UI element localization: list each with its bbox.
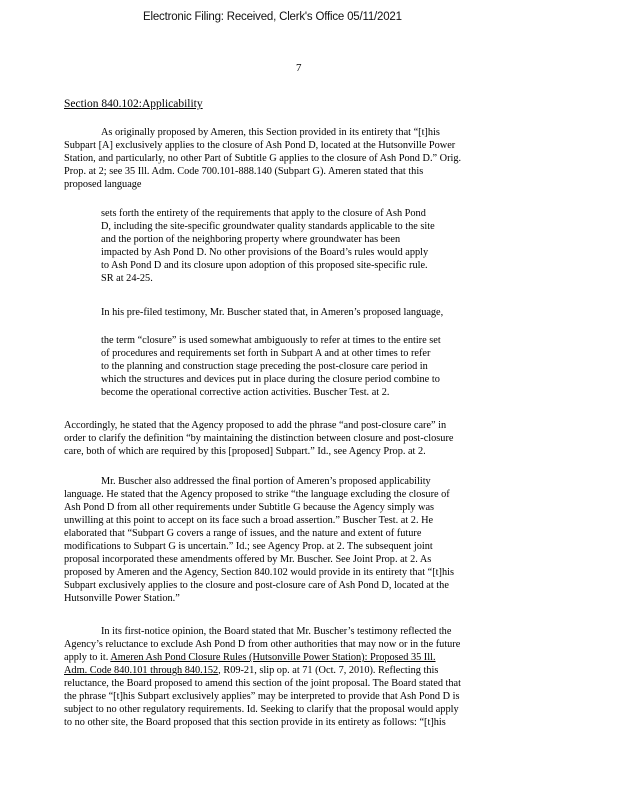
paragraph-line: Hutsonville Power Station.” <box>64 593 180 604</box>
block-quote-line: which the structures and devices put in place during the closure period combine to <box>101 374 440 385</box>
block-quote-line: SR at 24-25. <box>101 273 153 284</box>
paragraph-line: order to clarify the definition “by maintaining the distinction between closure and post-closure <box>64 433 454 444</box>
paragraph-line: Ash Pond D from all other requirements under Subtitle G because the Agency simply was <box>64 502 435 513</box>
paragraph-line: In its first-notice opinion, the Board stated that Mr. Buscher’s testimony reflected the <box>101 626 452 637</box>
paragraph-line: modifications to Subpart G is uncertain.” Id.; see Agency Prop. at 2. The subsequent joint <box>64 541 433 552</box>
case-citation: Ameren Ash Pond Closure Rules (Hutsonville Power Station): Proposed 35 Ill. <box>110 652 436 663</box>
block-quote-line: sets forth the entirety of the requirements that apply to the closure of Ash Pond <box>101 208 426 219</box>
paragraph-line: proposed by Ameren and the Agency, Section 840.102 would provide in its entirety that “[t]his <box>64 567 454 578</box>
paragraph-text: , R09-21, slip op. at 71 (Oct. 7, 2010). Reflecting this <box>218 665 439 676</box>
paragraph-line: As originally proposed by Ameren, this Section provided in its entirety that “[t]his <box>101 127 440 138</box>
paragraph-line: Mr. Buscher also addressed the final portion of Ameren’s proposed applicability <box>101 476 431 487</box>
paragraph-line: proposed language <box>64 179 142 190</box>
paragraph-line: the phrase “[t]his Subpart exclusively applies” may be interpreted to provide that Ash Pond D is <box>64 691 460 702</box>
paragraph-line <box>64 651 436 664</box>
paragraph-line: Prop. at 2; see 35 Ill. Adm. Code 700.101-888.140 (Subpart G). Ameren stated that this <box>64 166 424 177</box>
block-quote-line: D, including the site-specific groundwater quality standards applicable to the site <box>101 221 435 232</box>
paragraph-line: In his pre-filed testimony, Mr. Buscher stated that, in Ameren’s proposed language, <box>101 307 444 318</box>
paragraph-line: reluctance, the Board proposed to amend this section of the joint proposal. The Board stated that <box>64 678 461 689</box>
block-quote-line: and the portion of the neighboring property where groundwater has been <box>101 234 401 245</box>
paragraph-line: Accordingly, he stated that the Agency proposed to add the phrase “and post-closure care” in <box>64 420 447 431</box>
section-heading: Section 840.102:Applicability <box>64 98 203 110</box>
paragraph-text: apply to it. <box>64 652 111 663</box>
paragraph-line: language. He stated that the Agency proposed to strike “the language excluding the closure of <box>64 489 450 500</box>
paragraph-line: care, both of which are required by this [proposed] Subpart.” Id., see Agency Prop. at 2. <box>64 446 426 457</box>
paragraph-line: Subpart exclusively applies to the closure and post-closure care of Ash Pond D, located at the <box>64 580 449 591</box>
block-quote-line: of procedures and requirements set forth in Subpart A and at other times to refer <box>101 348 431 359</box>
block-quote-line: the term “closure” is used somewhat ambiguously to refer at times to the entire set <box>101 335 441 346</box>
block-quote-line: to Ash Pond D and its closure upon adoption of this proposed site-specific rule. <box>101 260 428 271</box>
paragraph-line: elaborated that “Subpart G covers a range of issues, and the nature and extent of future <box>64 528 422 539</box>
paragraph-line: proposal incorporated these amendments offered by Mr. Buscher. See Joint Prop. at 2. As <box>64 554 432 565</box>
paragraph-line: to no other site, the Board proposed that this section provide in its entirety as follows: “[t]his <box>64 717 446 728</box>
paragraph-line: Agency’s reluctance to exclude Ash Pond D from other authorities that may now or in the future <box>64 639 461 650</box>
paragraph-line: subject to no other regulatory requirements. Id. Seeking to clarify that the proposal would apply <box>64 704 459 715</box>
page-number: 7 <box>296 62 302 74</box>
block-quote-line: become the operational corrective action activities. Buscher Test. at 2. <box>101 387 390 398</box>
filing-stamp: Electronic Filing: Received, Clerk's Office 05/11/2021 <box>143 10 402 24</box>
paragraph-line: Station, and particularly, no other Part of Subtitle G applies to the closure of Ash Pond D.” Orig. <box>64 153 462 164</box>
case-citation: Adm. Code 840.101 through 840.152 <box>64 665 219 676</box>
block-quote-line: to the planning and construction stage preceding the post-closure care period in <box>101 361 428 372</box>
paragraph-line: Subpart [A] exclusively applies to the closure of Ash Pond D, located at the Hutsonville Power <box>64 140 456 151</box>
paragraph-line: unwilling at this point to accept on its face such a broad assertion.” Buscher Test. at 2. He <box>64 515 434 526</box>
paragraph-line <box>64 664 438 677</box>
block-quote-line: impacted by Ash Pond D. No other provisions of the Board’s rules would apply <box>101 247 429 258</box>
